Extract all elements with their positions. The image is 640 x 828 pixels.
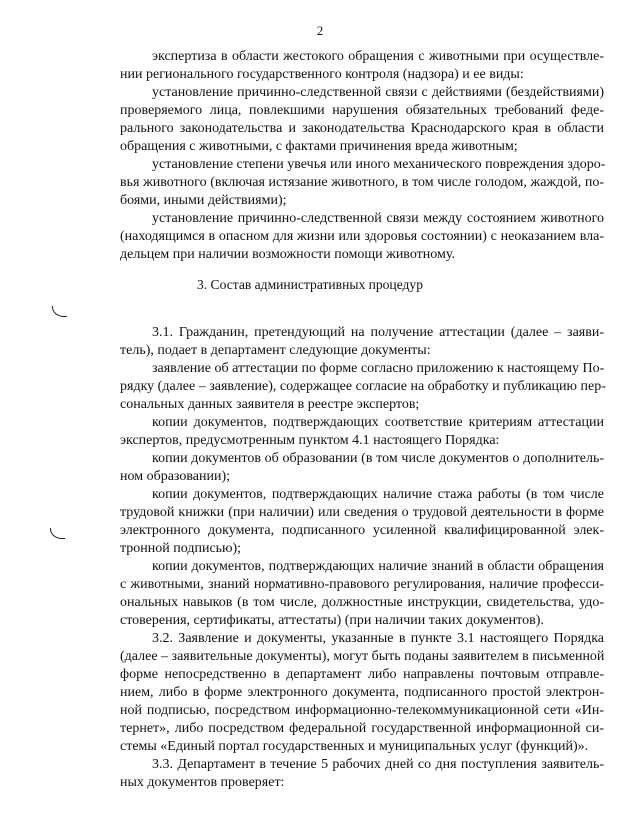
text-line: тронной подписью); xyxy=(120,541,242,556)
scan-mark-2 xyxy=(50,528,65,539)
text-line: стоверения, сертификаты, аттестаты) (при наличии таких документов). xyxy=(120,613,544,628)
text-line: ной подписью, посредством информационно-телекоммуникационной сети «Ин- xyxy=(120,703,604,718)
text-line: 3.2. Заявление и документы, указанные в пункте 3.1 настоящего Порядка xyxy=(152,631,604,646)
text-line: тернет», либо посредством федеральной государственной информационной си- xyxy=(120,721,604,736)
section-heading: 3. Состав административных процедур xyxy=(196,278,423,293)
text-line: обращения с животными, с фактами причинения вреда животным; xyxy=(120,139,518,154)
text-line: рядку (далее – заявление), содержащее согласие на обработку и публикацию пер- xyxy=(120,379,606,394)
text-line: рального законодательства и законодательства Краснодарского края в области xyxy=(120,121,604,136)
text-line: установление степени увечья или иного механического повреждения здоро- xyxy=(152,157,606,172)
scan-mark-1 xyxy=(52,306,67,317)
text-line: вья животного (включая истязание животного, в том числе голодом, жаждой, по- xyxy=(120,175,604,190)
text-line: 3.1. Гражданин, претендующий на получение аттестации (далее – заяви- xyxy=(152,325,604,340)
text-line: боями, иными действиями); xyxy=(120,193,287,208)
text-line: нием, либо в форме электронного документа, подписанного простой электрон- xyxy=(120,685,604,700)
text-line: нии регионального государственного контроля (надзора) и ее виды: xyxy=(120,67,524,82)
text-line: форме непосредственно в департамент либо направлены почтовым отправле- xyxy=(120,667,604,682)
text-line: ональных навыков (в том числе, должностные инструкции, свидетельства, удо- xyxy=(120,595,604,610)
text-line: тель), подает в департамент следующие документы: xyxy=(120,343,431,358)
text-line: стемы «Единый портал государственных и муниципальных услуг (функций)». xyxy=(120,739,589,754)
text-line: экспертиза в области жестокого обращения с животными при осуществле- xyxy=(152,49,604,64)
text-line: дельцем при наличии возможности помощи животному. xyxy=(120,247,455,262)
text-line: трудовой книжки (при наличии) или сведения о трудовой деятельности в форме xyxy=(120,505,604,520)
text-line: копии документов, подтверждающих наличие стажа работы (в том числе xyxy=(152,487,604,502)
page-number: 2 xyxy=(316,23,324,38)
text-line: ном образовании); xyxy=(120,469,231,484)
text-line: электронного документа, подписанного усиленной квалифицированной элек- xyxy=(120,523,604,538)
text-line: экспертов, предусмотренным пунктом 4.1 настоящего Порядка: xyxy=(120,433,500,448)
text-line: ных документов проверяет: xyxy=(120,775,285,790)
text-line: копии документов, подтверждающих наличие знаний в области обращения xyxy=(152,559,604,574)
text-line: заявление об аттестации по форме согласно приложению к настоящему По- xyxy=(152,361,605,376)
text-line: 3.3. Департамент в течение 5 рабочих дней со дня поступления заявитель- xyxy=(152,757,604,772)
text-line: (далее – заявительные документы), могут быть поданы заявителем в письменной xyxy=(120,649,605,664)
text-line: копии документов об образовании (в том числе документов о дополнитель- xyxy=(152,451,604,466)
text-line: проверяемого лица, повлекшими нарушения обязательных требований феде- xyxy=(120,103,604,118)
text-line: (находящимся в опасном для жизни или здоровья состоянии) с неоказанием вла- xyxy=(120,229,604,244)
text-line: копии документов, подтверждающих соответствие критериям аттестации xyxy=(152,415,604,430)
text-line: установление причинно-следственной связи с действиями (бездействиями) xyxy=(152,85,604,100)
text-line: установление причинно-следственной связи между состоянием животного xyxy=(152,211,604,226)
text-line: с животными, знаний нормативно-правового регулирования, наличие професси- xyxy=(120,577,604,592)
text-line: сональных данных заявителя в реестре экспертов; xyxy=(120,397,420,412)
